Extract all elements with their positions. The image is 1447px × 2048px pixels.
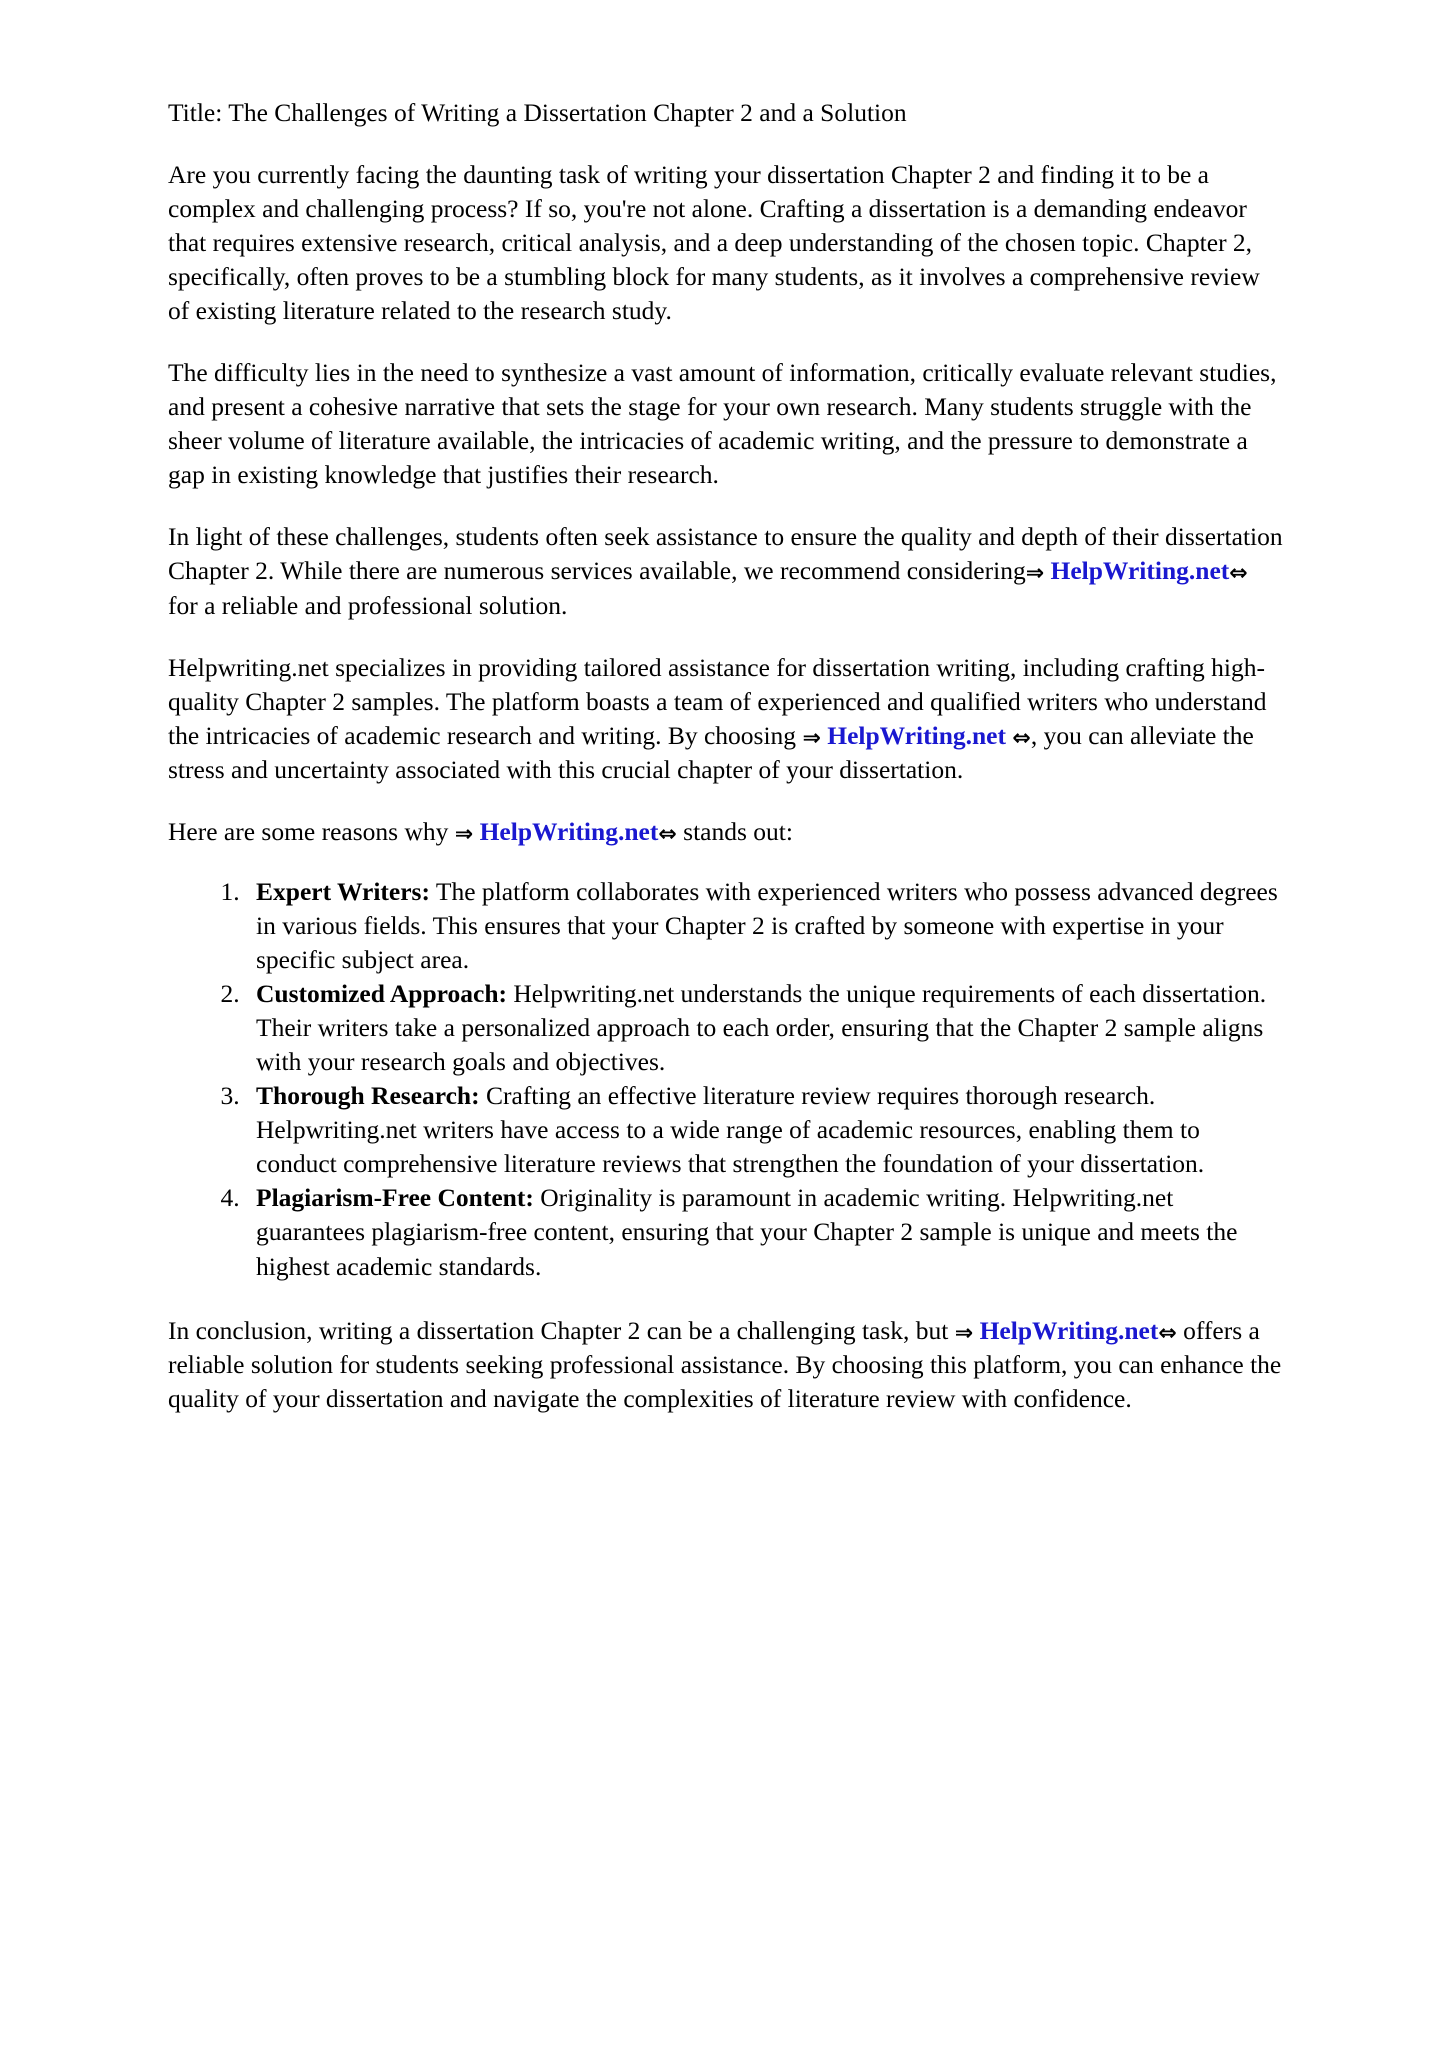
paragraph-difficulty: The difficulty lies in the need to synthesize a vast amount of information, critically evaluate relevant studies, and present a cohesive narrative that sets the stage for your own research. Many students struggle with the sheer volume of literature available, the intricacies of academic writing, and the pressure to demonstrate a gap in existing knowledge that justifies their research. (168, 358, 1277, 490)
list-item-heading: Plagiarism-Free Content: (256, 1183, 534, 1213)
left-right-arrow-icon-1: ⇔ (1229, 561, 1248, 587)
list-item (246, 1079, 1283, 1181)
paragraph-reasons-lead-text-after: stands out: (683, 816, 793, 846)
document-title: Title: The Challenges of Writing a Dissertation Chapter 2 and a Solution (168, 98, 907, 127)
list-item (246, 1181, 1283, 1283)
helpwriting-link-4[interactable]: HelpWriting.net (979, 1315, 1159, 1345)
paragraph-conclusion-text-before: In conclusion, writing a dissertation Chapter 2 can be a challenging task, but (168, 1315, 949, 1345)
paragraph-intro: Are you currently facing the daunting task of writing your dissertation Chapter 2 and finding it to be a complex and challenging process? If so, you're not alone. Crafting a dissertation is a demanding endeavor that requires extensive research, critical analysis, and a deep understanding of the chosen topic. Chapter 2, specifically, often proves to be a stumbling block for many students, as it involves a comprehensive review of existing literature related to the research study. (168, 160, 1260, 326)
document-body (168, 96, 1283, 1416)
double-right-arrow-icon: ⇒ (1025, 561, 1045, 587)
list-item-heading: Thorough Research: (256, 1081, 480, 1111)
list-item-body: Helpwriting.net understands the unique requirements of each dissertation. Their writers take a personalized approach to each order, ensuring that the Chapter 2 sample aligns with your research goals and objectives. (256, 979, 1267, 1077)
paragraph-recommendation-text-after: for a reliable and professional solution. (168, 590, 568, 620)
paragraph-conclusion-text-after: offers a reliable solution for students seeking professional assistance. By choosing this platform, you can enhance the quality of your dissertation and navigate the complexities of literature review with confidence. (168, 1315, 1282, 1413)
list-item-body: Originality is paramount in academic writing. Helpwriting.net guarantees plagiarism-free content, ensuring that your Chapter 2 sample is unique and meets the highest academic standards. (256, 1183, 1238, 1281)
left-right-arrow-icon-3: ⇔ (658, 821, 677, 847)
paragraph-conclusion (168, 1314, 1283, 1416)
left-right-arrow-icon-2: ⇔ (1012, 725, 1031, 751)
double-right-arrow-icon-3: ⇒ (454, 821, 474, 847)
paragraph-reasons-lead (168, 815, 1283, 849)
paragraph-specialization-text-before: Helpwriting.net specializes in providing tailored assistance for dissertation writing, including crafting high-quality Chapter 2 samples. The platform boasts a team of experienced and qualified writers who understand the intricacies of academic research and writing. By choosing (168, 652, 1267, 750)
paragraph-specialization (168, 651, 1283, 787)
double-right-arrow-icon-4: ⇒ (954, 1320, 974, 1346)
list-item-body: Crafting an effective literature review requires thorough research. Helpwriting.net writers have access to a wide range of academic resources, enabling them to conduct comprehensive literature reviews that strengthen the foundation of your dissertation. (256, 1081, 1205, 1179)
helpwriting-link-1[interactable]: HelpWriting.net (1050, 556, 1230, 586)
helpwriting-link-2[interactable]: HelpWriting.net (827, 720, 1006, 750)
list-item (246, 875, 1283, 977)
list-item-heading: Expert Writers: (256, 877, 430, 907)
paragraph-specialization-text-after: , you can alleviate the stress and uncertainty associated with this crucial chapter of your dissertation. (168, 720, 1254, 784)
left-right-arrow-icon-4: ⇔ (1158, 1320, 1177, 1346)
helpwriting-link-3[interactable]: HelpWriting.net (479, 816, 659, 846)
double-right-arrow-icon-2: ⇒ (802, 725, 821, 751)
paragraph-reasons-lead-text-before: Here are some reasons why (168, 816, 449, 846)
reasons-list (168, 875, 1283, 1283)
paragraph-recommendation-text-before: In light of these challenges, students often seek assistance to ensure the quality and depth of their dissertation Chapter 2. While there are numerous services available, we recommend considering (168, 522, 1283, 586)
list-item (246, 977, 1283, 1079)
list-item-body: The platform collaborates with experienced writers who possess advanced degrees in various fields. This ensures that your Chapter 2 is crafted by someone with expertise in your specific subject area. (256, 877, 1278, 975)
paragraph-recommendation (168, 520, 1283, 622)
list-item-heading: Customized Approach: (256, 979, 508, 1009)
